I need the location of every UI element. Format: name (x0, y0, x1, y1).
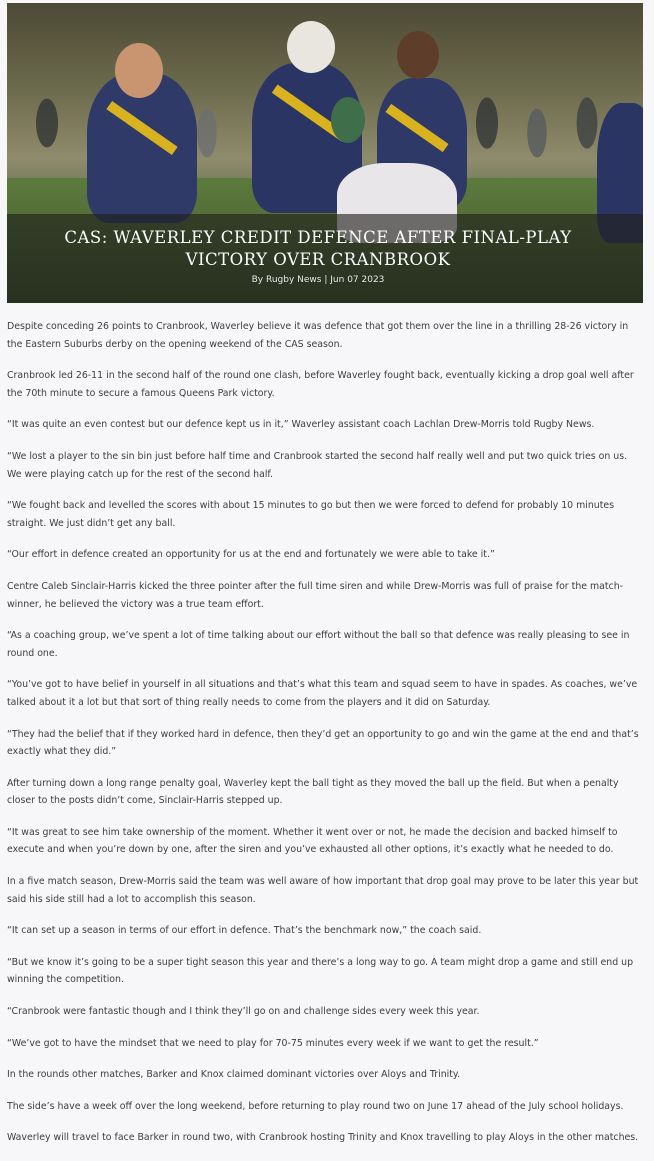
article-paragraph: “Our effort in defence created an opportunity for us at the end and fortunately we were able to take it.” (7, 549, 495, 561)
article-paragraph: In the rounds other matches, Barker and Knox claimed dominant victories over Aloys and Trinity. (7, 1069, 461, 1081)
byline-separator: | (324, 275, 328, 285)
article-paragraph: Despite conceding 26 points to Cranbrook, Waverley believe it was defence that got them over the line in a thrilling 28-26 victory in the Eastern Suburbs derby on the opening weekend of the CAS season. (7, 321, 629, 350)
article-paragraph: Cranbrook led 26-11 in the second half of the round one clash, before Waverley fought back, eventually kicking a drop goal well after the 70th minute to secure a famous Queens Park victory. (7, 370, 634, 399)
article-byline (40, 274, 596, 286)
byline-prefix: By (251, 275, 264, 285)
article-paragraph: Centre Caleb Sinclair-Harris kicked the three pointer after the full time siren and while Drew-Morris was full of praise for the match-winner, he believed the victory was a true team effort. (7, 580, 624, 610)
article-paragraph: “We fought back and levelled the scores with about 15 minutes to go but then we were forced to defend for probably 10 minutes straight. We just didn’t get any ball. (7, 500, 615, 529)
article-paragraph: Waverley will travel to face Barker in round two, with Cranbrook hosting Trinity and Knox travelling to play Aloys in the other matches. (7, 1132, 639, 1144)
article-paragraph: “It was great to see him take ownership of the moment. Whether it went over or not, he made the decision and backed himself to execute and when you’re down by one, after the siren and you’ve exhausted all other options, it’s exactly what he needed to do. (7, 826, 618, 856)
article-paragraph: “It was quite an even contest but our defence kept us in it,” Waverley assistant coach Lachlan Drew-Morris told Rugby News. (7, 419, 595, 431)
article-paragraph: After turning down a long range penalty goal, Waverley kept the ball tight as they moved the ball up the field. But when a penalty closer to the posts didn’t come, Sinclair-Harris stepped up. (7, 777, 619, 807)
article-paragraph: “You’ve got to have belief in yourself in all situations and that’s what this team and squad seem to have in spades. As coaches, we’ve talked about it a lot but that sort of thing really needs to come from the players and it did on Saturday. (7, 679, 638, 708)
article-title: CAS: WAVERLEY CREDIT DEFENCE AFTER FINAL-PLAY VICTORY OVER CRANBROOK (64, 228, 572, 269)
article-paragraph: “Cranbrook were fantastic though and I think they’ll go on and challenge sides every week this year. (7, 1006, 480, 1018)
hero-photo-player-head (397, 31, 439, 79)
hero-photo-player-head (287, 21, 335, 73)
article-paragraph: “As a coaching group, we’ve spent a lot of time talking about our effort without the ball so that defence was really pleasing to see in round one. (7, 630, 630, 659)
article-paragraph: “We lost a player to the sin bin just before half time and Cranbrook started the second half really well and put two quick tries on us. We were playing catch up for the rest of the second half. (7, 450, 628, 480)
article-paragraph: “It can set up a season in terms of our effort in defence. That’s the benchmark now,” the coach said. (7, 925, 482, 937)
article-paragraph: “But we know it’s going to be a super tight season this year and there’s a long way to go. A team might drop a game and still end up winning the competition. (7, 956, 634, 986)
byline-date: Jun 07 2023 (330, 275, 385, 285)
hero-photo-player-head (115, 43, 163, 98)
hero-photo-rugby-ball (331, 97, 365, 143)
article-body (7, 318, 643, 1161)
article-paragraph: “We’ve got to have the mindset that we need to play for 70-75 minutes every week if we want to get the result.” (7, 1037, 539, 1049)
article-paragraph: The side’s have a week off over the long weekend, before returning to play round two on June 17 ahead of the July school holidays. (7, 1100, 624, 1112)
article-paragraph: “They had the belief that if they worked hard in defence, then they’d get an opportunity to go and win the game at the end and that’s exactly what they did.” (7, 728, 639, 758)
article-paragraph: In a five match season, Drew-Morris said the team was well aware of how important that drop goal may prove to be later this year but said his side still had a lot to accomplish this season. (7, 876, 639, 905)
byline-author-link[interactable]: Rugby News (265, 275, 322, 285)
